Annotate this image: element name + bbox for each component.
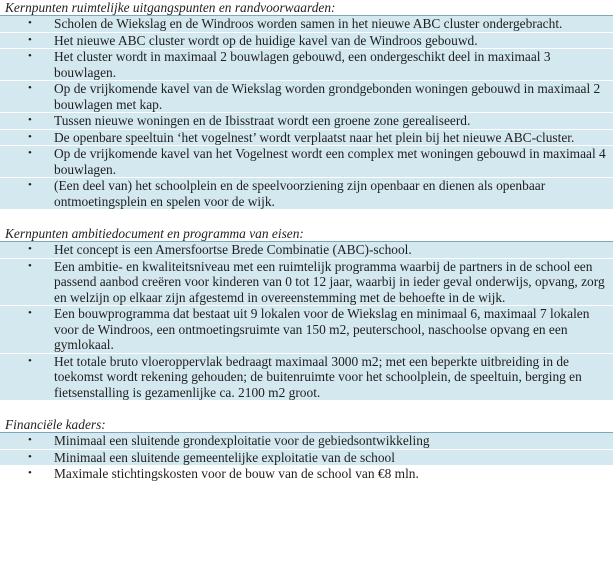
bullet-icon: • <box>28 50 32 62</box>
list-item <box>0 81 613 113</box>
list-item-text: Tussen nieuwe woningen en de Ibisstraat wordt een groene zone gerealiseerd. <box>54 113 471 128</box>
list-item <box>0 354 613 402</box>
list-item <box>0 259 613 307</box>
bullet-icon: • <box>28 114 32 126</box>
section-heading: Financiële kaders: <box>0 417 613 433</box>
list-item-text: Het totale bruto vloeroppervlak bedraagt maximaal 3000 m2; met een beperkte uitbreiding in de toekomst wordt rekening gehouden; de buitenruimte voor het schoolplein, de speeltuin, berging en fietsenstalling is gezamenlijke ca. 2100 m2 groot. <box>54 353 582 400</box>
list-item-text: Een bouwprogramma dat bestaat uit 9 lokalen voor de Wiekslag en minimaal 6, maximaal 7 lokalen voor de Windroos, een ontmoetingsruimte van 150 m2, peuterschool, naschoolse opvang en een gymlokaal. <box>54 306 590 352</box>
bullet-icon: • <box>28 467 32 479</box>
list-item <box>0 433 613 450</box>
bullet-icon: • <box>28 33 32 46</box>
section-heading: Kernpunten ambitiedocument en programma van eisen: <box>0 226 613 242</box>
bullet-icon: • <box>28 147 32 159</box>
list-item-text: Het concept is een Amersfoortse Brede Combinatie (ABC)-school. <box>54 242 412 257</box>
list-item <box>0 178 613 210</box>
list-item-text: Het nieuwe ABC cluster wordt op de huidige kavel van de Windroos gebouwd. <box>54 32 478 48</box>
list-item <box>0 306 613 354</box>
list-item-text: Op de vrijkomende kavel van de Wiekslag worden grondgebonden woningen gebouwd in maximaal 2 bouwlagen met kap. <box>54 81 601 112</box>
list-item-text: Het cluster wordt in maximaal 2 bouwlagen gebouwd, een ondergeschikt deel in maximaal 3 bouwlagen. <box>54 49 551 80</box>
list-item <box>0 33 613 50</box>
bullet-icon: • <box>28 243 32 255</box>
list-item <box>0 113 613 130</box>
list-item <box>0 49 613 81</box>
section-heading: Kernpunten ruimtelijke uitgangspunten en randvoorwaarden: <box>0 0 613 16</box>
list-item-text: De openbare speeltuin ‘het vogelnest’ wordt verplaatst naar het plein bij het nieuwe ABC-cluster. <box>54 129 575 145</box>
list-item <box>0 146 613 178</box>
bullet-icon: • <box>28 450 32 463</box>
list-item-text: Minimaal een sluitende gemeentelijke exploitatie van de school <box>54 449 395 465</box>
list-item <box>0 242 613 259</box>
bullet-icon: • <box>28 179 32 191</box>
list-item <box>0 16 613 33</box>
list-item-text: Op de vrijkomende kavel van het Vogelnest wordt een complex met woningen gebouwd in maximaal 4 bouwlagen. <box>54 146 606 177</box>
bullet-icon: • <box>28 82 32 94</box>
list-item-text: Maximale stichtingskosten voor de bouw van de school van €8 mln. <box>54 466 419 481</box>
bullet-icon: • <box>28 307 32 319</box>
bullet-icon: • <box>28 354 32 367</box>
section-financiele-kaders <box>0 417 613 483</box>
list-item <box>0 130 613 147</box>
bullet-icon: • <box>28 130 32 143</box>
list-item-text: (Een deel van) het schoolplein en de speelvoorziening zijn openbaar en dienen als openbaar ontmoetingsplein en spelen voor de wijk. <box>54 178 546 209</box>
bullet-icon: • <box>28 259 32 272</box>
list-item <box>0 466 613 483</box>
section-spacer <box>0 401 613 417</box>
list-item-text: Minimaal een sluitende grondexploitatie voor de gebiedsontwikkeling <box>54 433 430 448</box>
section-spacer <box>0 210 613 226</box>
section-ruimtelijke-uitgangspunten <box>0 0 613 210</box>
bullet-icon: • <box>28 17 32 29</box>
list-item-text: Een ambitie- en kwaliteitsniveau met een ruimtelijk programma waarbij de partners in de school een passend aanbod creëren voor kinderen van 0 tot 12 jaar, waarbij in ieder geval onderwijs, opvang, zorg en welzijn op elkaar zijn afgestemd in overeenstemming met de behoefte in de wijk. <box>54 258 605 305</box>
bullet-icon: • <box>28 434 32 446</box>
list-item <box>0 450 613 467</box>
section-ambitiedocument <box>0 226 613 401</box>
list-item-text: Scholen de Wiekslag en de Windroos worden samen in het nieuwe ABC cluster ondergebracht. <box>54 16 563 31</box>
